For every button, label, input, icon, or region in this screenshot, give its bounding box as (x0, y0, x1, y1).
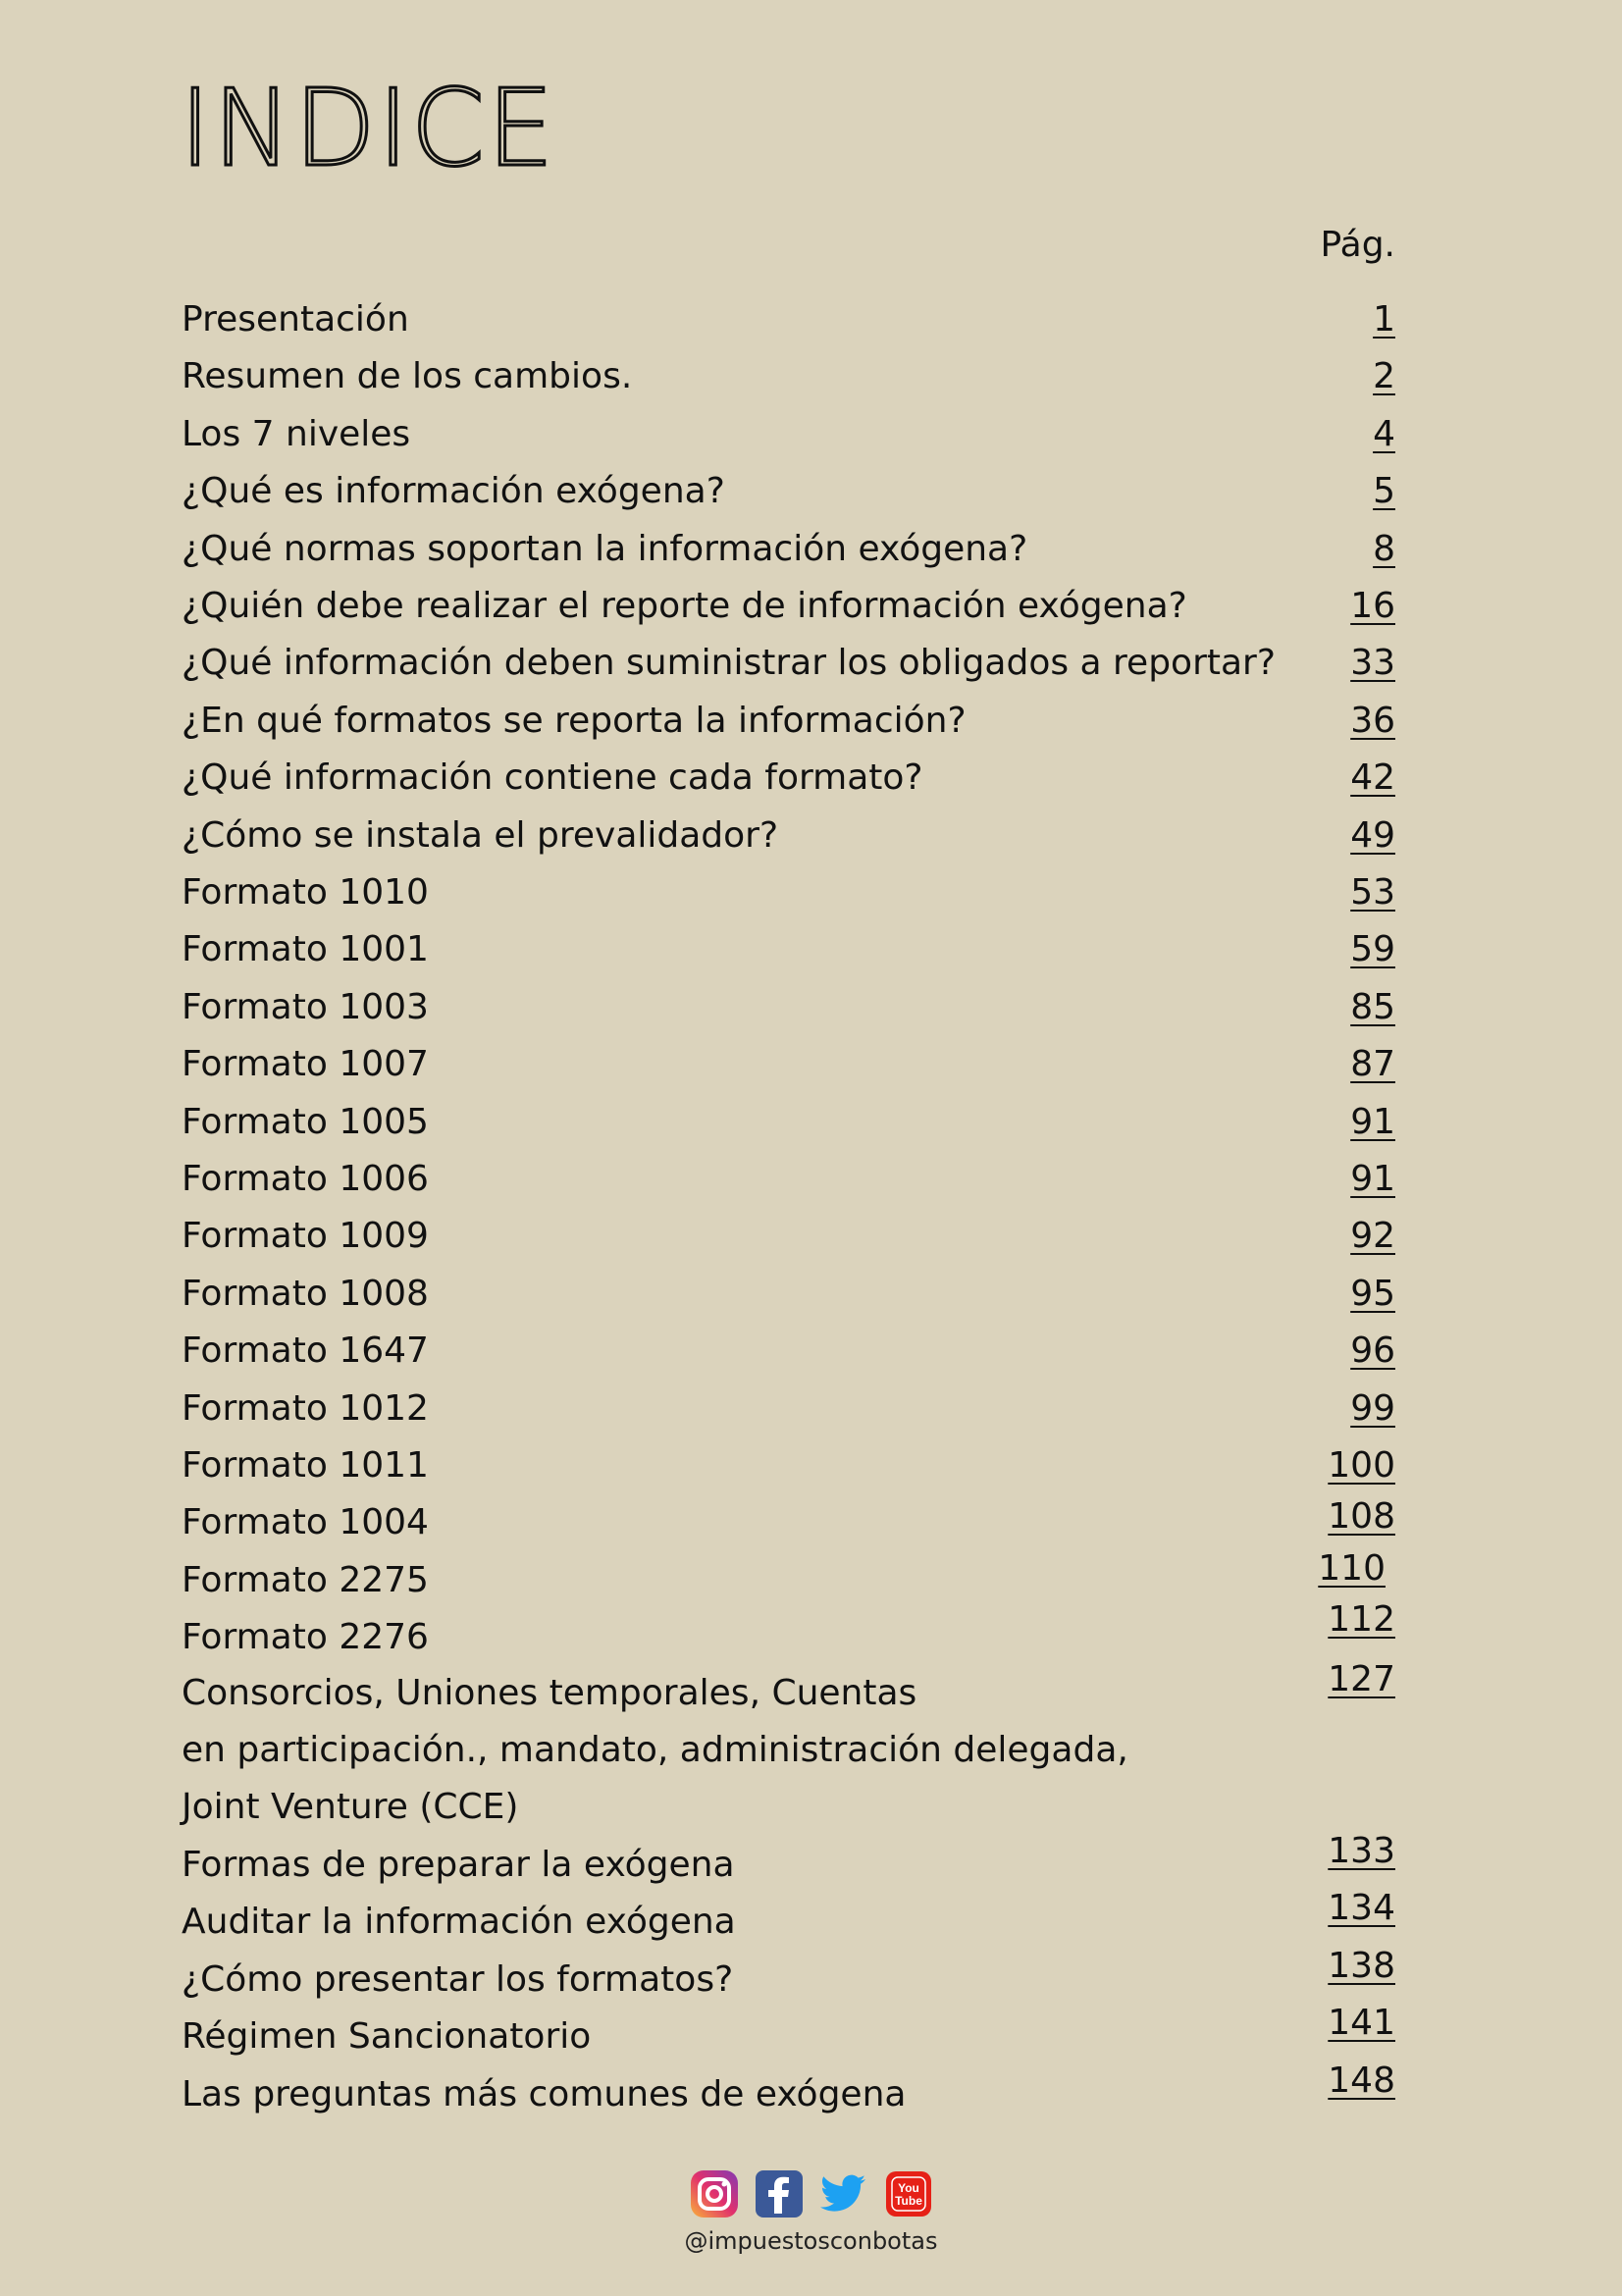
toc-entry-title: Las preguntas más comunes de exógena (182, 2073, 907, 2114)
toc-entry-title: Auditar la información exógena (182, 1902, 736, 1943)
toc-entry (182, 808, 1395, 864)
toc-entry-title: ¿Qué normas soportan la información exógena? (182, 528, 1028, 569)
toc-page-link[interactable]: 148 (1328, 2060, 1395, 2101)
toc-entry (182, 2003, 1395, 2065)
toc-page-link[interactable]: 87 (1350, 1044, 1395, 1085)
toc-entry-title: ¿Qué información deben suministrar los obligados a reportar? (182, 643, 1276, 684)
toc-entry (182, 864, 1395, 921)
toc-entry-title: ¿Cómo se instala el prevalidador? (182, 814, 779, 856)
toc-entry-title: ¿Quién debe realizar el reporte de información exógena? (182, 586, 1187, 626)
page-column-header: Pág. (1320, 225, 1395, 265)
toc-page-link[interactable]: 99 (1350, 1387, 1395, 1429)
toc-entry (182, 1266, 1395, 1323)
toc-entry (182, 521, 1395, 578)
toc-entry (182, 1208, 1395, 1265)
social-handle: @impuestosconbotas (684, 2227, 938, 2255)
toc-page-link[interactable]: 138 (1328, 1945, 1395, 1986)
toc-entry-title: Formato 1005 (182, 1101, 429, 1142)
social-links (0, 2168, 1622, 2219)
toc-entry-title: Formato 1001 (182, 929, 429, 970)
toc-entry-title: Formato 1004 (182, 1502, 429, 1543)
toc-entry-title: Formato 1009 (182, 1216, 429, 1257)
toc-page-link[interactable]: 95 (1350, 1273, 1395, 1314)
toc-entry (182, 1547, 1395, 1609)
toc-entry-title: ¿Qué información contiene cada formato? (182, 757, 923, 799)
toc-page-link[interactable]: 127 (1328, 1659, 1395, 1699)
toc-entry (182, 979, 1395, 1036)
toc-page-link[interactable]: 42 (1350, 757, 1395, 799)
toc-entry (182, 1888, 1395, 1951)
toc-entry-title: Formato 1003 (182, 986, 429, 1027)
toc-entry (182, 1094, 1395, 1151)
toc-entry (182, 578, 1395, 635)
toc-page-link[interactable]: 110 (1318, 1547, 1386, 1589)
toc-page-link[interactable]: 112 (1328, 1599, 1395, 1641)
facebook-icon[interactable] (754, 2168, 805, 2219)
toc-entry-title: Formato 1011 (182, 1445, 429, 1486)
toc-page-link[interactable]: 59 (1350, 929, 1395, 970)
svg-text:You: You (897, 2181, 919, 2195)
toc-page-link[interactable]: 16 (1350, 586, 1395, 626)
toc-entry-title: ¿En qué formatos se reporta la información? (182, 700, 967, 741)
toc-entry (182, 1437, 1395, 1494)
toc-entry-title: Presentación (182, 299, 409, 339)
toc-page-link[interactable]: 91 (1350, 1159, 1395, 1199)
toc-page-link[interactable]: 133 (1328, 1831, 1395, 1871)
toc-entry-title: Régimen Sancionatorio (182, 2016, 592, 2058)
toc-entry (182, 1381, 1395, 1437)
toc-entry-title: Formas de preparar la exógena (182, 1845, 735, 1885)
twitter-icon[interactable] (818, 2168, 869, 2219)
toc-entry-title: Formato 1647 (182, 1331, 429, 1372)
toc-entry-title: Resumen de los cambios. (182, 356, 633, 397)
toc-entry (182, 1945, 1395, 2009)
toc-entry-consorcios-line-3: Joint Venture (CCE) (182, 1787, 519, 1827)
toc-entry (182, 921, 1395, 978)
toc-entry (182, 1036, 1395, 1093)
toc-entry (182, 635, 1395, 692)
toc-entry (182, 1151, 1395, 1208)
toc-entry (182, 1494, 1395, 1551)
toc-entry (182, 406, 1395, 463)
toc-page-link[interactable]: 2 (1373, 356, 1395, 397)
toc-page-link[interactable]: 8 (1373, 528, 1395, 569)
toc-page-link[interactable]: 96 (1350, 1331, 1395, 1372)
toc-entry (182, 1831, 1395, 1894)
toc-entry-title: Formato 1007 (182, 1044, 429, 1085)
toc-entry-consorcios-line-2: en participación., mandato, administración delegada, (182, 1730, 1128, 1770)
toc-entry (182, 2060, 1395, 2123)
toc-page-link[interactable]: 92 (1350, 1216, 1395, 1257)
toc-entry (182, 750, 1395, 807)
toc-entry-title: Formato 2275 (182, 1559, 429, 1600)
toc-page-link[interactable]: 5 (1373, 471, 1395, 512)
toc-entry-title: Formato 1006 (182, 1159, 429, 1199)
page-title: INDICE (180, 68, 556, 190)
toc-page-link[interactable]: 36 (1350, 700, 1395, 741)
toc-page-link[interactable]: 108 (1328, 1496, 1395, 1538)
toc-entry-title: Formato 1010 (182, 872, 429, 913)
toc-page-link[interactable]: 91 (1350, 1101, 1395, 1142)
toc-entry-title: Formato 1008 (182, 1273, 429, 1314)
toc-entry-title: Los 7 niveles (182, 413, 411, 454)
toc-entry (182, 291, 1395, 348)
toc-page-link[interactable]: 49 (1350, 814, 1395, 856)
toc-page-link[interactable]: 33 (1350, 643, 1395, 684)
toc-entry-consorcios-page-row (182, 1651, 1395, 1708)
toc-page-link[interactable]: 85 (1350, 986, 1395, 1027)
toc-entry (182, 463, 1395, 520)
toc-page-link[interactable]: 134 (1328, 1888, 1395, 1929)
toc-entry-title: Formato 1012 (182, 1387, 429, 1429)
toc-entry-title: ¿Qué es información exógena? (182, 471, 725, 512)
toc-entry (182, 693, 1395, 750)
toc-page-link[interactable]: 53 (1350, 872, 1395, 913)
toc-page-link[interactable]: 4 (1373, 413, 1395, 454)
toc-page-link[interactable]: 1 (1373, 299, 1395, 339)
toc-entry-consorcios-line-1: Consorcios, Uniones temporales, Cuentas (182, 1673, 917, 1713)
toc-entry (182, 348, 1395, 405)
toc-entry-title: Formato 2276 (182, 1617, 429, 1658)
svg-text:Tube: Tube (894, 2194, 922, 2208)
youtube-icon[interactable] (883, 2168, 934, 2219)
toc-page-link[interactable]: 100 (1328, 1445, 1395, 1486)
toc-page-link[interactable]: 141 (1328, 2003, 1395, 2044)
toc-entry-title: ¿Cómo presentar los formatos? (182, 1958, 734, 2000)
toc-entry (182, 1323, 1395, 1380)
instagram-icon[interactable] (689, 2168, 740, 2219)
